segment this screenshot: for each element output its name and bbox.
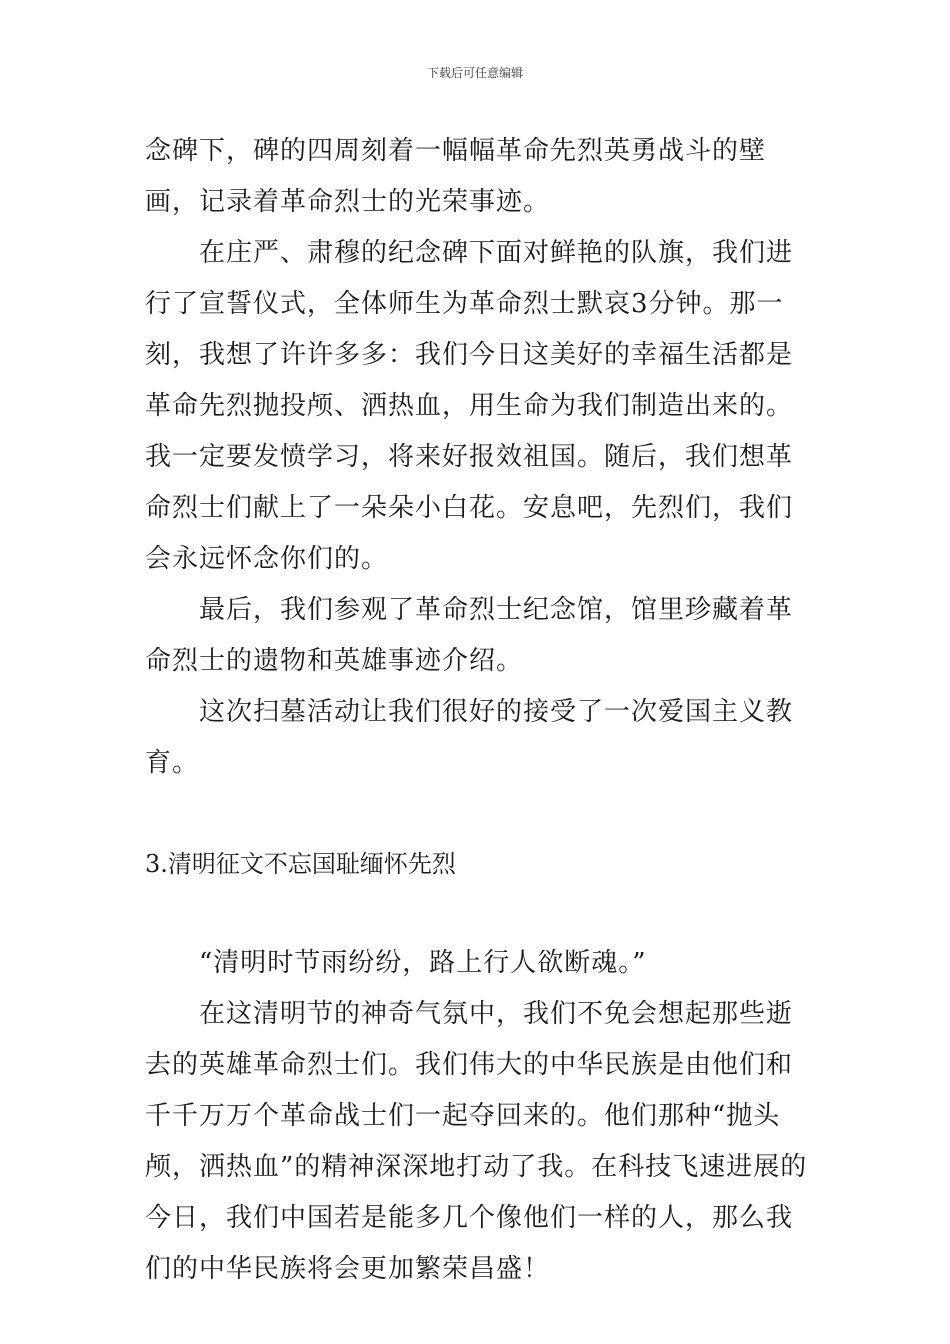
spacer [145, 789, 810, 839]
quote-line: “清明时节雨纷纷，路上行人欲断魂。” [199, 948, 647, 978]
header-note: 下载后可任意编辑 [426, 66, 523, 80]
document-body [145, 126, 810, 1295]
spacer [145, 890, 810, 938]
paragraph-2: 在庄严、肃穆的纪念碑下面对鲜艳的队旗，我们进行了宣誓仪式，全体师生为革命烈士默哀3分钟。那一刻，我想了许许多多：我们今日这美好的幸福生活都是革命先烈抛投颅、洒热血，用生命为我们制造出来的。我一定要发愤学习，将来好报效祖国。随后，我们想革命烈士们献上了一朵朵小白花。安息吧，先烈们，我们会永远怀念你们的。 [145, 238, 794, 574]
paragraph-1: 念碑下，碑的四周刻着一幅幅革命先烈英勇战斗的壁画，记录着革命烈士的光荣事迹。 [145, 136, 767, 217]
section-heading: 3.清明征文不忘国耻缅怀先烈 [145, 850, 456, 878]
paragraph-3: 最后，我们参观了革命烈士纪念馆，馆里珍藏着革命烈士的遗物和英雄事迹介绍。 [145, 595, 794, 676]
paragraph-5: 在这清明节的神奇气氛中，我们不免会想起那些逝去的英雄革命烈士们。我们伟大的中华民族是由他们和千千万万个革命战士们一起夺回来的。他们那种“抛头颅，洒热血”的精神深深地打动了我。在科技飞速进展的今日，我们中国若是能多几个像他们一样的人，那么我们的中华民族将会更加繁荣昌盛！ [145, 999, 808, 1284]
paragraph-4: 这次扫墓活动让我们很好的接受了一次爱国主义教育。 [145, 697, 794, 778]
